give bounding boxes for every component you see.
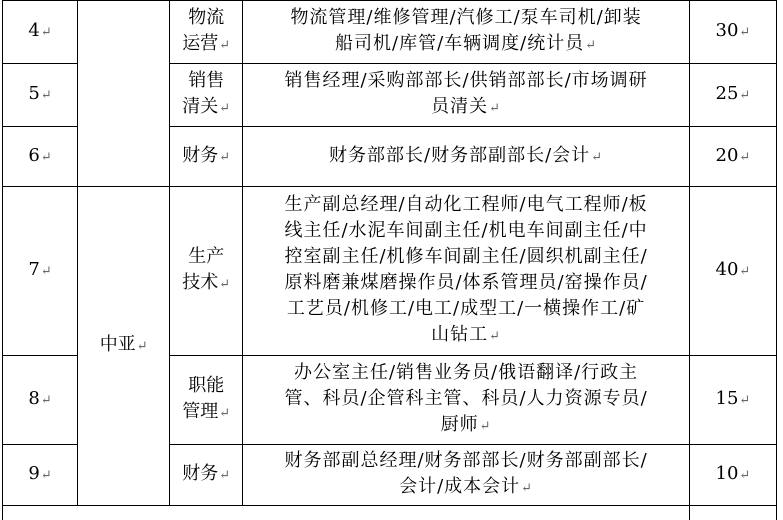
- paragraph-mark-icon: ↵: [480, 419, 492, 434]
- paragraph-mark-icon: ↵: [591, 150, 603, 165]
- paragraph-mark-icon: ↵: [219, 468, 230, 483]
- positions-line: 船司机/库管/车辆调度/统计员: [335, 33, 584, 54]
- headcount-cell: [689, 1, 776, 64]
- region-cell-empty: [78, 1, 170, 187]
- headcount-cell: [689, 64, 776, 127]
- positions-line: 财务部部长/财务部副部长/会计: [329, 145, 590, 166]
- row-number-cell: [3, 187, 78, 356]
- paragraph-mark-icon: ↵: [219, 101, 230, 116]
- positions-line: 山钻工: [431, 324, 488, 345]
- paragraph-mark-icon: ↵: [41, 88, 52, 103]
- positions-line: 工艺员/机修工/电工/成型工/一横操作工/矿: [243, 296, 689, 322]
- table-row-partial: [3, 506, 777, 520]
- paragraph-mark-icon: ↵: [489, 101, 501, 116]
- positions-line: 厨师: [441, 414, 479, 435]
- table-row: [3, 187, 777, 356]
- department-line: 清关: [182, 96, 218, 117]
- row-number: 7: [28, 259, 39, 280]
- positions-cell: [243, 356, 690, 445]
- paragraph-mark-icon: ↵: [219, 38, 230, 53]
- department-line: 管理: [182, 401, 218, 422]
- paragraph-mark-icon: ↵: [585, 38, 597, 53]
- headcount: 20: [716, 145, 739, 166]
- positions-cell: [243, 445, 690, 506]
- department-cell: [170, 64, 243, 127]
- positions-line: 生产副总经理/自动化工程师/电气工程师/板: [243, 192, 689, 218]
- positions-line: 会计/成本会计: [399, 476, 520, 497]
- positions-cell: [243, 64, 690, 127]
- paragraph-mark-icon: ↵: [137, 339, 148, 354]
- paragraph-mark-icon: ↵: [219, 277, 230, 292]
- headcount: 40: [716, 259, 739, 280]
- department-cell: [170, 356, 243, 445]
- positions-cell: [243, 1, 690, 64]
- department-cell: [170, 445, 243, 506]
- positions-line: 原料磨兼煤磨操作员/体系管理员/窑操作员/: [243, 270, 689, 296]
- partial-cell: [689, 506, 776, 520]
- headcount: 15: [716, 388, 739, 409]
- paragraph-mark-icon: ↵: [739, 88, 750, 103]
- headcount-cell: [689, 127, 776, 187]
- paragraph-mark-icon: ↵: [489, 329, 501, 344]
- paragraph-mark-icon: ↵: [739, 264, 750, 279]
- department-cell: [170, 1, 243, 64]
- department-line: 职能: [170, 373, 242, 399]
- positions-line: 物流管理/维修管理/汽修工/泵车司机/卸装: [243, 5, 689, 31]
- department-line: 物流: [170, 5, 242, 31]
- paragraph-mark-icon: ↵: [219, 406, 230, 421]
- row-number-cell: [3, 64, 78, 127]
- positions-cell: [243, 187, 690, 356]
- department-line: 财务: [182, 145, 218, 166]
- department-line: 财务: [182, 463, 218, 484]
- headcount-cell: [689, 445, 776, 506]
- positions-line: 销售经理/采购部部长/供销部部长/市场调研: [243, 68, 689, 94]
- paragraph-mark-icon: ↵: [41, 150, 52, 165]
- paragraph-mark-icon: ↵: [219, 150, 230, 165]
- department-cell: [170, 187, 243, 356]
- table-row: [3, 1, 777, 64]
- positions-cell: [243, 127, 690, 187]
- department-line: 生产: [170, 244, 242, 270]
- row-number: 8: [28, 388, 39, 409]
- row-number-cell: [3, 127, 78, 187]
- row-number: 9: [28, 463, 39, 484]
- paragraph-mark-icon: ↵: [739, 393, 750, 408]
- paragraph-mark-icon: ↵: [739, 150, 750, 165]
- headcount-cell: [689, 187, 776, 356]
- department-line: 运营: [182, 33, 218, 54]
- positions-line: 办公室主任/销售业务员/俄语翻译/行政主: [243, 360, 689, 386]
- paragraph-mark-icon: ↵: [41, 264, 52, 279]
- row-number-cell: [3, 1, 78, 64]
- department-cell: [170, 127, 243, 187]
- headcount-cell: [689, 356, 776, 445]
- paragraph-mark-icon: ↵: [41, 393, 52, 408]
- row-number: 4: [28, 20, 39, 41]
- position-table: [2, 0, 777, 520]
- paragraph-mark-icon: ↵: [739, 468, 750, 483]
- row-number: 5: [28, 83, 39, 104]
- paragraph-mark-icon: ↵: [41, 25, 52, 40]
- headcount: 10: [716, 463, 739, 484]
- region-cell: [78, 187, 170, 506]
- paragraph-mark-icon: ↵: [739, 25, 750, 40]
- partial-cell: [3, 506, 690, 520]
- paragraph-mark-icon: ↵: [41, 468, 52, 483]
- row-number-cell: [3, 445, 78, 506]
- headcount: 30: [716, 20, 739, 41]
- headcount: 25: [716, 83, 739, 104]
- positions-line: 线主任/水泥车间副主任/机电车间副主任/中: [243, 218, 689, 244]
- row-number-cell: [3, 356, 78, 445]
- positions-line: 员清关: [431, 96, 488, 117]
- paragraph-mark-icon: ↵: [521, 481, 533, 496]
- positions-line: 管、科员/企管科主管、科员/人力资源专员/: [243, 386, 689, 412]
- positions-line: 控室副主任/机修车间副主任/圆织机副主任/: [243, 244, 689, 270]
- region-label: 中亚: [100, 334, 136, 355]
- department-line: 技术: [182, 272, 218, 293]
- positions-line: 财务部副总经理/财务部部长/财务部副部长/: [243, 448, 689, 474]
- row-number: 6: [28, 145, 39, 166]
- department-line: 销售: [170, 68, 242, 94]
